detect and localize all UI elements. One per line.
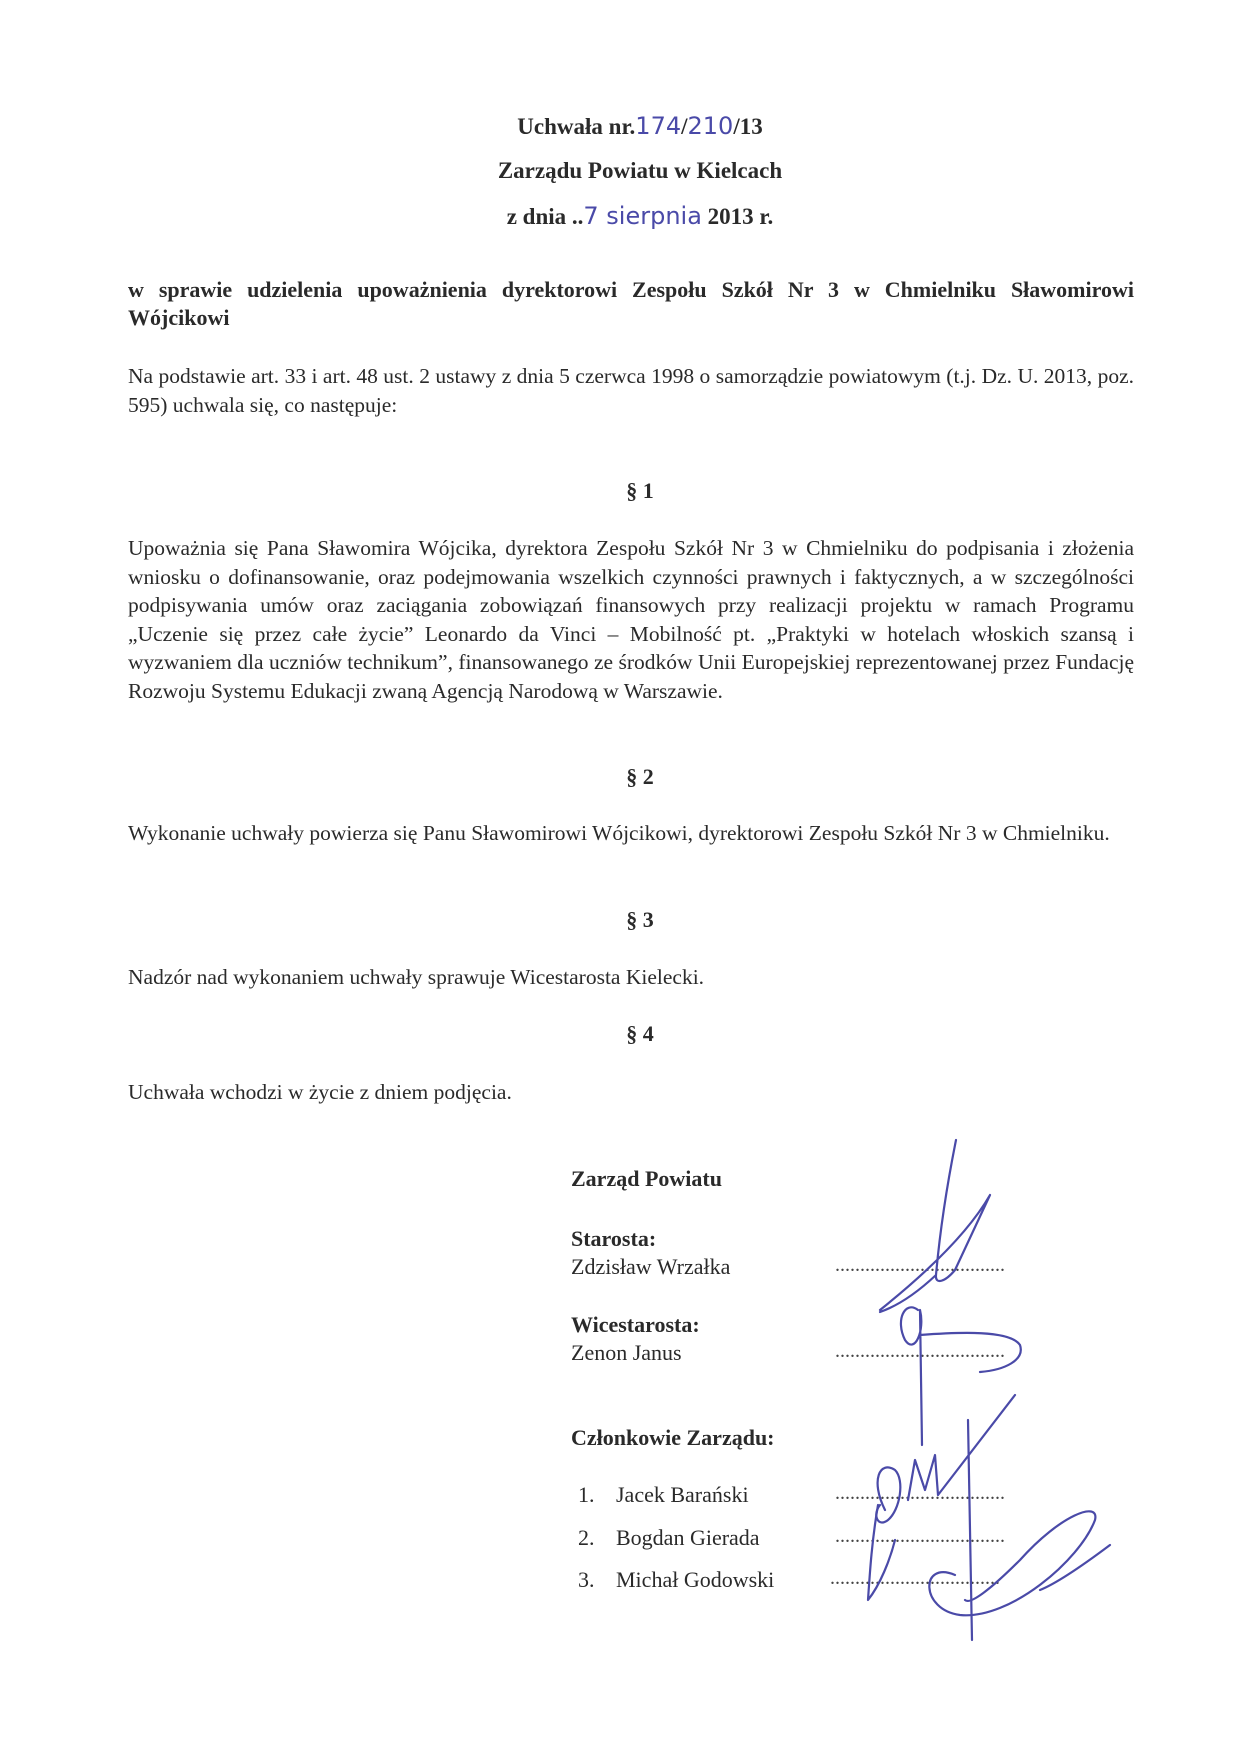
section-4-mark: § 4 — [626, 1021, 654, 1046]
resolution-number-suffix: /13 — [733, 114, 763, 139]
section-1-mark: § 1 — [626, 478, 654, 503]
handwritten-number-1: 174 — [635, 112, 682, 140]
member-3-name: Michał Godowski — [616, 1567, 775, 1592]
section-3-text: Nadzór nad wykonaniem uchwały sprawuje Wicestarosta Kielecki. — [128, 965, 705, 989]
wicestarosta-signature-line: .................................. — [835, 1340, 1005, 1362]
date-suffix: 2013 r. — [701, 204, 774, 229]
member-3-signature-line: .................................. — [830, 1567, 1000, 1589]
wicestarosta-label: Wicestarosta: — [571, 1312, 700, 1337]
resolution-number-prefix: Uchwała nr. — [517, 114, 636, 139]
members-label: Członkowie Zarządu: — [571, 1425, 775, 1450]
starosta-signature — [880, 1140, 990, 1312]
member-1-number: 1. — [578, 1482, 595, 1507]
handwritten-number-2: 210 — [687, 112, 734, 140]
resolution-date — [0, 202, 1240, 230]
legal-basis: Na podstawie art. 33 i art. 48 ust. 2 ustawy z dnia 5 czerwca 1998 o samorządzie powiatowym (t.j. Dz. U. 2013, poz. 595) uchwala się, co następuje: — [128, 364, 1134, 417]
member-3-number: 3. — [578, 1567, 595, 1592]
section-2-mark: § 2 — [626, 764, 654, 789]
member-2-number: 2. — [578, 1525, 595, 1550]
issuing-body: Zarządu Powiatu w Kielcach — [497, 158, 783, 183]
resolution-number — [0, 112, 1240, 140]
resolution-number-separator: / — [681, 114, 688, 139]
section-4-text: Uchwała wchodzi w życie z dniem podjęcia. — [128, 1080, 512, 1104]
board-heading: Zarząd Powiatu — [571, 1166, 722, 1191]
date-prefix: z dnia .. — [506, 204, 584, 229]
member-1-name: Jacek Barański — [616, 1482, 749, 1507]
section-3-mark: § 3 — [626, 907, 654, 932]
starosta-name: Zdzisław Wrzałka — [571, 1254, 731, 1279]
handwritten-date: 7 sierpnia — [583, 202, 702, 230]
member-2-signature-line: .................................. — [835, 1525, 1005, 1547]
member-1-signature-line: .................................. — [835, 1482, 1005, 1504]
starosta-signature-line: .................................. — [835, 1254, 1005, 1276]
section-1-text: Upoważnia się Pana Sławomira Wójcika, dyrektora Zespołu Szkół Nr 3 w Chmielniku do podpisania i złożenia wniosku o dofinansowanie, oraz podejmowania wszelkich czynności prawnych i faktycznych, a w szczególności podpisywania umów oraz zaciągania zobowiązań finansowych przy realizacji projektu w ramach Programu „Uczenie się przez całe życie” Leonardo da Vinci – Mobilność pt. „Praktyki w hotelach włoskich szansą i wyzwaniem dla uczniów technikum”, finansowanego ze środków Unii Europejskiej reprezentowanej przez Fundację Rozwoju Systemu Edukacji zwaną Agencją Narodową w Warszawie. — [128, 536, 1134, 703]
starosta-label: Starosta: — [571, 1226, 657, 1251]
wicestarosta-name: Zenon Janus — [571, 1340, 682, 1365]
resolution-subject: w sprawie udzielenia upoważnienia dyrektorowi Zespołu Szkół Nr 3 w Chmielniku Sławomirowi Wójcikowi — [128, 277, 1134, 330]
member-2-name: Bogdan Gierada — [616, 1525, 760, 1550]
wicestarosta-signature — [901, 1307, 1021, 1445]
section-2-text: Wykonanie uchwały powierza się Panu Sławomirowi Wójcikowi, dyrektorowi Zespołu Szkół Nr 3 w Chmielniku. — [128, 821, 1110, 845]
